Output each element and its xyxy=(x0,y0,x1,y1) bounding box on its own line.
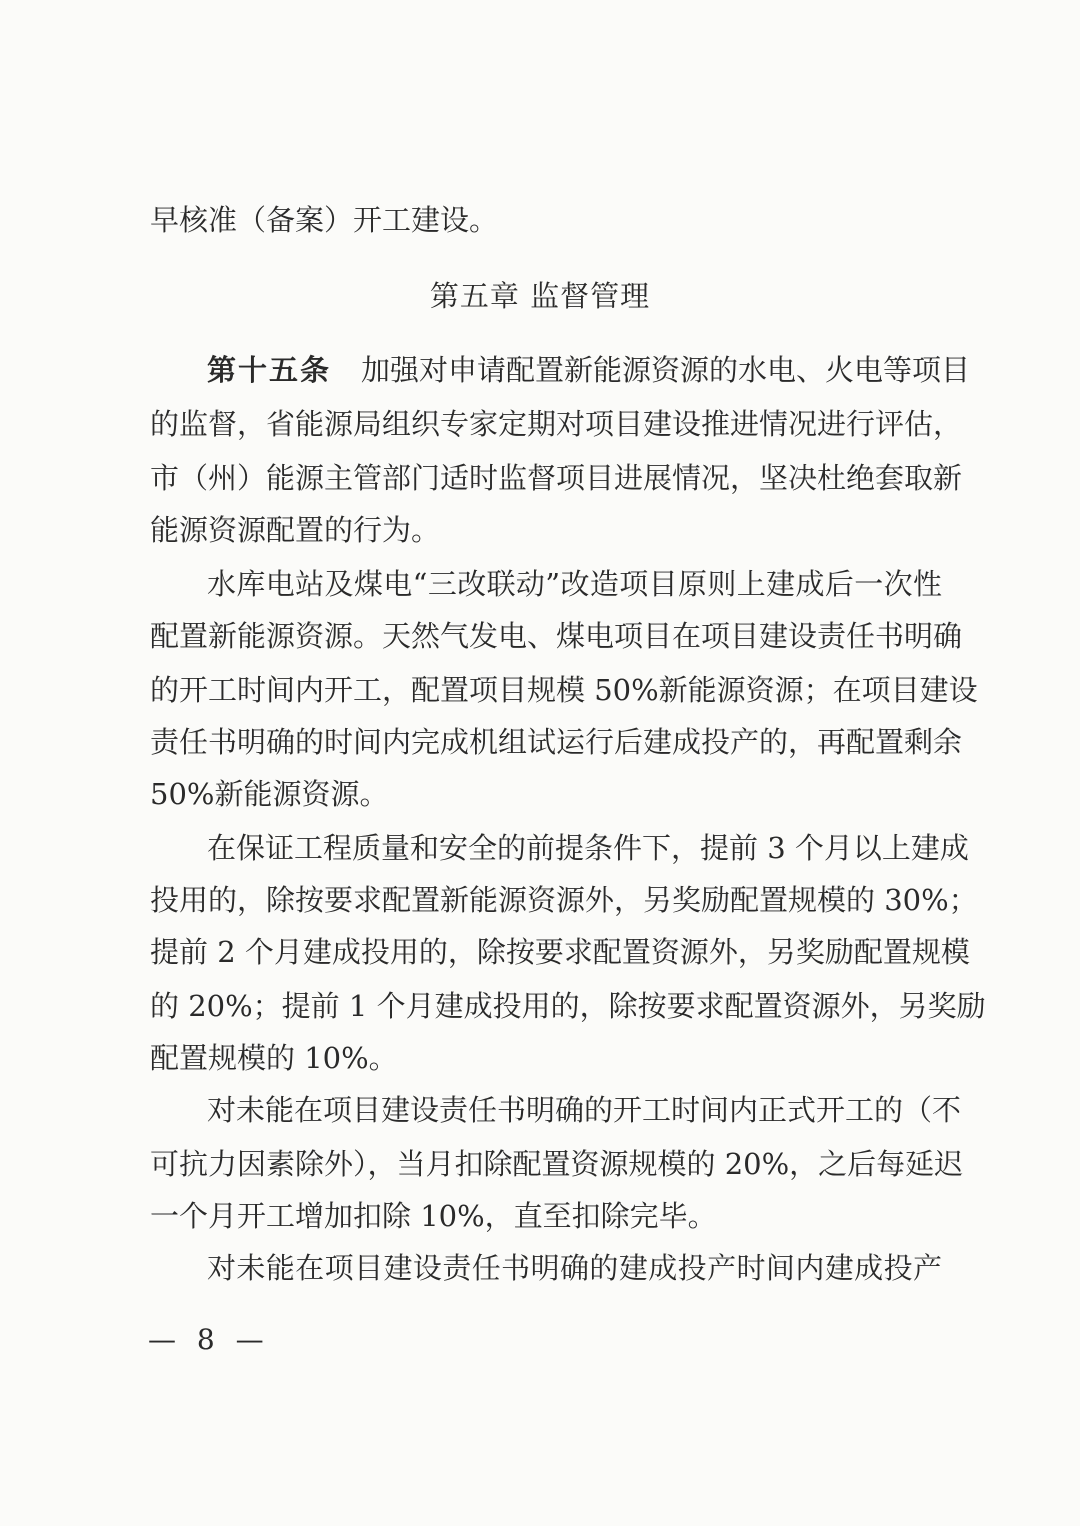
text-line: 的开工时间内开工，配置项目规模 50%新能源资源；在项目建设 xyxy=(150,673,978,707)
text-line: 一个月开工增加扣除 10%，直至扣除完毕。 xyxy=(150,1199,717,1233)
text-line: 可抗力因素除外），当月扣除配置资源规模的 20%，之后每延迟 xyxy=(150,1147,964,1181)
page-number: — 8 — xyxy=(148,1323,270,1356)
text-line: 提前 2 个月建成投用的，除按要求配置资源外，另奖励配置规模 xyxy=(150,935,970,969)
text-line: 市（州）能源主管部门适时监督项目进展情况，坚决杜绝套取新 xyxy=(150,461,963,495)
chapter-heading: 第五章 监督管理 xyxy=(429,279,651,313)
text-line: 对未能在项目建设责任书明确的建成投产时间内建成投产 xyxy=(207,1251,942,1285)
text-line: 在保证工程质量和安全的前提条件下，提前 3 个月以上建成 xyxy=(207,831,969,865)
text-line: 责任书明确的时间内完成机组试运行后建成投产的，再配置剩余 xyxy=(150,725,963,759)
text-line: 投用的，除按要求配置新能源资源外，另奖励配置规模的 30%； xyxy=(150,883,978,917)
text-line: 的 20%；提前 1 个月建成投用的，除按要求配置资源外，另奖励 xyxy=(150,989,986,1023)
text-line: 配置新能源资源。天然气发电、煤电项目在项目建设责任书明确 xyxy=(150,619,963,653)
text-line: 的监督，省能源局组织专家定期对项目建设推进情况进行评估， xyxy=(150,407,963,441)
article-first-line xyxy=(207,352,971,388)
text-line: 50%新能源资源。 xyxy=(150,777,389,811)
text-line: 水库电站及煤电“三改联动”改造项目原则上建成后一次性 xyxy=(207,567,942,601)
text-line: 能源资源配置的行为。 xyxy=(150,513,441,547)
article-text: 加强对申请配置新能源资源的水电、火电等项目 xyxy=(361,353,971,387)
article-title: 第十五条 xyxy=(207,353,332,387)
text-line: 早核准（备案）开工建设。 xyxy=(150,203,499,237)
text-line: 对未能在项目建设责任书明确的开工时间内正式开工的（不 xyxy=(207,1093,962,1127)
text-line: 配置规模的 10%。 xyxy=(150,1041,398,1075)
